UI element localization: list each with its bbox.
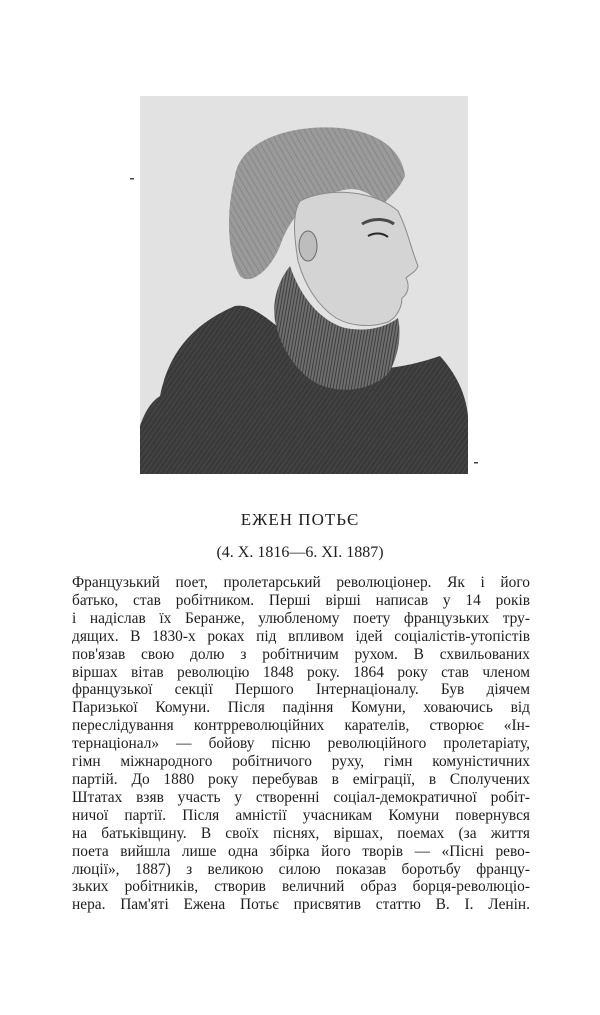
text-line: і надіслав їх Беранже, улюбленому поету французьких тру-	[72, 609, 530, 627]
text-line: віршах вітав революцію 1848 року. 1864 року став членом	[72, 663, 530, 681]
page-title: ЕЖЕН ПОТЬЄ	[240, 510, 360, 529]
ear-shape	[299, 231, 317, 261]
text-line: поета вийшла лише одна збірка його творів — «Пісні рево-	[72, 842, 530, 860]
portrait-image	[140, 96, 468, 474]
life-dates: (4. X. 1816—6. XI. 1887)	[216, 544, 384, 561]
text-line: французької секції Першого Інтернаціоналу. Був діячем	[72, 681, 530, 699]
text-line: ничої партії. Після амністії учасникам Комуни повернувся	[72, 806, 530, 824]
text-line: Штатах взяв участь у створенні соціал-демократичної робіт-	[72, 788, 530, 806]
text-line: переслідування контрреволюційних карателів, створює «Ін-	[72, 717, 530, 735]
text-line: люції», 1887) з великою силою показав боротьбу францу-	[72, 860, 530, 878]
portrait-engraving	[140, 96, 468, 474]
biography-text	[72, 574, 530, 914]
text-line: гімн міжнародного робітничого руху, гімн комуністичних	[72, 753, 530, 771]
speck-mark	[474, 462, 478, 464]
text-line: нера. Пам'яті Ежена Потьє присвятив статтю В. І. Ленін.	[72, 896, 530, 914]
speck-mark	[130, 178, 134, 180]
text-line: дящих. В 1830-х роках під впливом ідей соціалістів-утопістів	[72, 627, 530, 645]
text-line: зьких робітників, створив величний образ борця-революціо-	[72, 878, 530, 896]
text-line: тернаціонал» — бойову пісню революційного пролетаріату,	[72, 735, 530, 753]
text-line: батько, став робітником. Перші вірші написав у 14 років	[72, 591, 530, 609]
text-line: партій. До 1880 року перебував в еміграції, в Сполучених	[72, 770, 530, 788]
text-line: Французький поет, пролетарський революціонер. Як і його	[72, 574, 530, 591]
text-line: Паризької Комуни. Після падіння Комуни, ховаючись від	[72, 699, 530, 717]
text-line: на батьківщину. В своїх піснях, віршах, поемах (за життя	[72, 824, 530, 842]
text-line: пов'язав свою долю з робітничим рухом. В схвильованих	[72, 645, 530, 663]
